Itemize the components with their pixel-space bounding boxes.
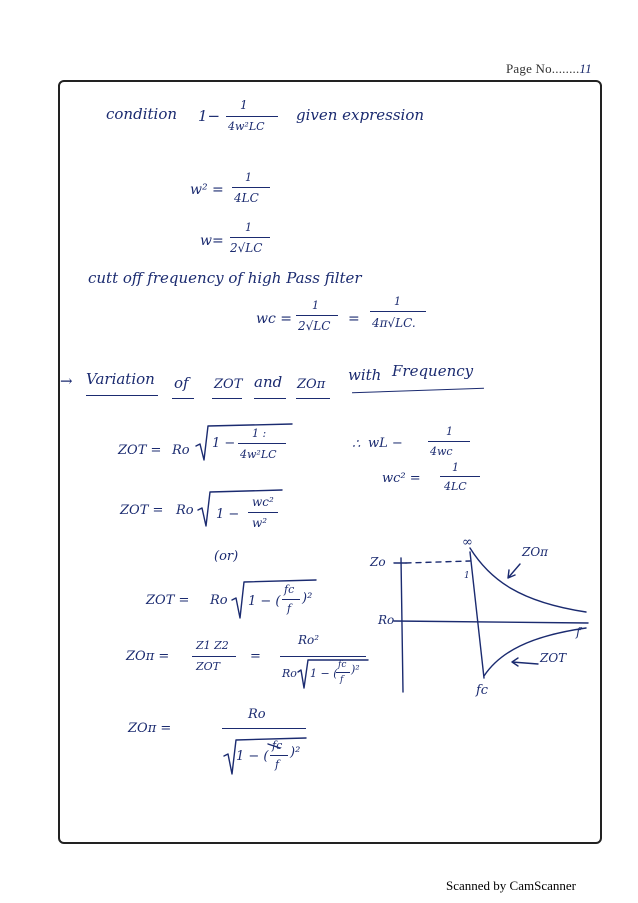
heading-arrow: → — [60, 372, 73, 390]
condition-numerator: 1 — [240, 98, 248, 112]
scanner-footer: Scanned by CamScanner — [446, 878, 576, 893]
zot2-inner: 1 − — [216, 507, 240, 522]
page-dots: ....... — [555, 61, 580, 76]
side-wc2-den: 4LC — [444, 480, 467, 493]
heading-word-zopi: ZOπ — [297, 377, 326, 392]
heading-word-and: and — [254, 373, 283, 391]
zot2-lhs: ZOT = — [120, 503, 164, 518]
side-therefore: ∴ — [352, 437, 361, 452]
graph-curve-zot — [484, 625, 586, 676]
cutoff-heading: cutt off frequency of high Pass filter — [88, 269, 362, 287]
graph-infinity: ∞ — [462, 535, 473, 550]
omega-lhs: w= — [200, 233, 224, 249]
cutoff-lhs: wc = — [256, 311, 293, 327]
cutoff-den2: 4π√LC. — [372, 316, 416, 330]
graph-arrow-zot — [512, 658, 538, 666]
cutoff-den1: 2√LC — [298, 319, 331, 333]
graph-arrow-zopi — [508, 564, 520, 578]
graph-curve-upper-label: ZOπ — [522, 545, 549, 559]
zopi2-lhs: ZOπ = — [128, 721, 172, 736]
zot3-inner: 1 − ( — [248, 594, 281, 609]
zot1-inner: 1 − — [212, 436, 236, 451]
zot3-den: f — [287, 602, 292, 615]
zot1-ro: Ro — [172, 443, 190, 458]
side-wc2: wc² = — [382, 471, 421, 486]
heading-word-zot: ZOT — [214, 377, 243, 392]
page-label: Page No. — [506, 61, 556, 76]
zopi1-rden-ro: Ro — [282, 667, 297, 680]
zopi1-rden-close: )² — [351, 663, 360, 676]
zot3-lhs: ZOT = — [146, 593, 190, 608]
zot3-num: fc — [284, 583, 295, 596]
zot2-den: w² — [252, 516, 268, 530]
zopi1-num: Z1 Z2 — [196, 639, 229, 652]
zot1-num: 1 : — [252, 427, 267, 440]
cutoff-num2: 1 — [394, 295, 401, 308]
cutoff-eq: = — [348, 311, 360, 327]
side-wc2-num: 1 — [452, 461, 459, 474]
graph-fc-line — [470, 552, 484, 678]
zopi1-den: ZOT — [196, 660, 220, 673]
side-wl-num: 1 — [446, 425, 453, 438]
omega-num: 1 — [245, 221, 252, 234]
graph-y-axis — [401, 558, 403, 692]
graph-tick-one: 1 — [464, 571, 470, 581]
page-number: 11 — [579, 61, 592, 76]
omega-squared-lhs: w² = — [190, 182, 224, 198]
zopi2-num: Ro — [248, 707, 266, 722]
side-wl: wL − — [368, 436, 403, 451]
cutoff-num1: 1 — [312, 299, 319, 312]
zot1-lhs: ZOT = — [118, 443, 162, 458]
or-label: (or) — [214, 549, 239, 564]
zot1-den: 4w²LC — [240, 448, 277, 461]
zopi1-eq: = — [250, 649, 261, 664]
graph-curve-lower-label: ZOT — [540, 651, 567, 665]
zopi1-rden-den: f — [340, 675, 344, 685]
zopi1-rden-num: fc — [338, 660, 347, 670]
graph-y-label-top: Zo — [370, 555, 386, 569]
heading-word-of: of — [174, 374, 189, 392]
side-wl-den: 4wc — [430, 445, 453, 458]
zopi2-inner-num: fc — [272, 739, 283, 752]
heading-word-with: with — [348, 366, 382, 384]
graph-y-label-mid: Ro — [378, 613, 395, 627]
graph-fc-label: fc — [476, 683, 489, 698]
condition-denominator: 4w²LC — [228, 120, 265, 133]
condition-label: condition — [106, 105, 178, 123]
omega-squared-num: 1 — [245, 171, 252, 184]
condition-one-minus: 1− — [198, 107, 221, 125]
zopi1-rden-inner: 1 − ( — [310, 667, 338, 680]
condition-text: given expression — [296, 106, 425, 124]
zot3-ro: Ro — [210, 593, 228, 608]
omega-squared-den: 4LC — [234, 191, 259, 205]
zopi2-inner-close: )² — [290, 745, 301, 760]
zot2-num: wc² — [252, 495, 274, 509]
zot2-ro: Ro — [176, 503, 194, 518]
zopi1-rnum: Ro² — [298, 633, 320, 647]
heading-word-variation: Variation — [86, 370, 155, 388]
zopi2-inner-den: f — [275, 758, 280, 771]
heading-word-frequency: Frequency — [392, 362, 474, 380]
graph-dashed-line — [406, 561, 470, 563]
zot3-close: )² — [302, 591, 313, 606]
graph-x-label: f — [576, 625, 581, 639]
graph-x-axis — [394, 621, 588, 623]
omega-den: 2√LC — [230, 241, 263, 255]
zopi1-lhs: ZOπ = — [126, 649, 170, 664]
zopi2-inner: 1 − ( — [236, 749, 269, 764]
